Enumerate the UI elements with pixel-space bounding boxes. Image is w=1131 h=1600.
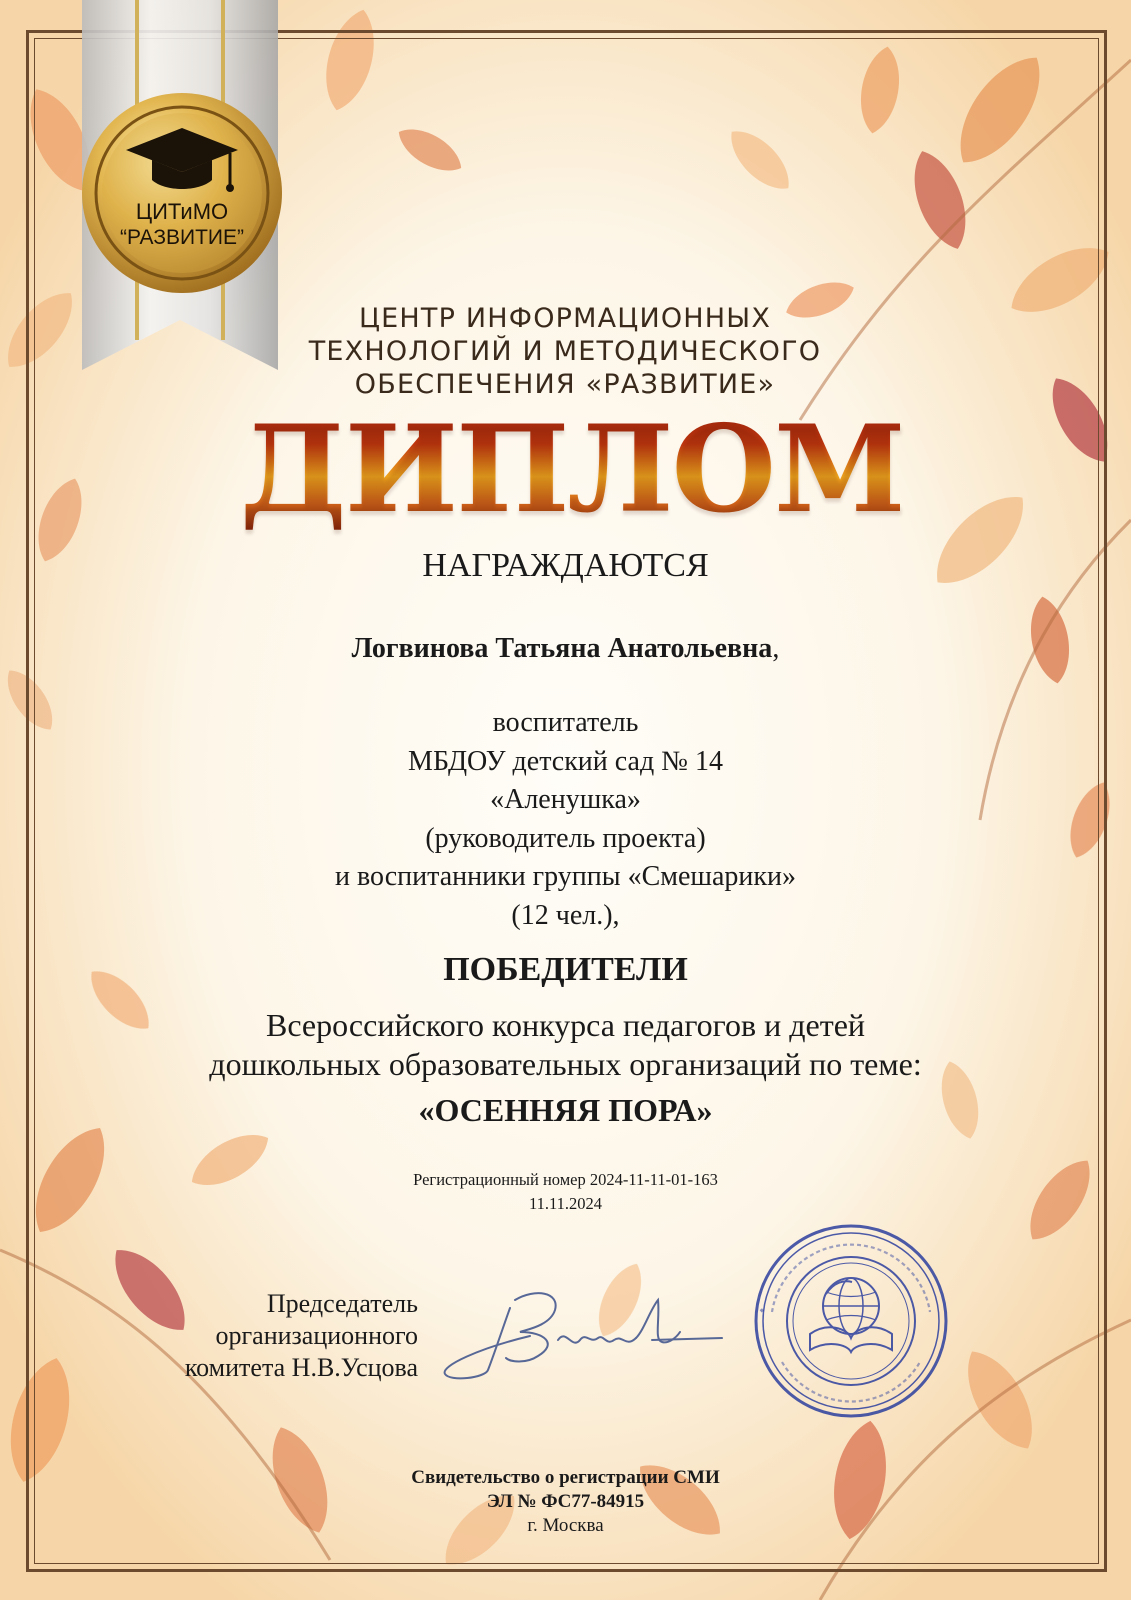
detail-line: «Аленушка» xyxy=(490,784,641,816)
organization-line3: ОБЕСПЕЧЕНИЯ «РАЗВИТИЕ» xyxy=(354,369,776,400)
registration-number: Регистрационный номер 2024-11-11-01-163 xyxy=(413,1170,718,1189)
result-label: ПОБЕДИТЕЛИ xyxy=(443,951,688,988)
contest-theme: «ОСЕННЯЯ ПОРА» xyxy=(418,1092,713,1128)
media-line2: ЭЛ № ФС77-84915 xyxy=(486,1491,645,1512)
detail-line: (12 чел.), xyxy=(511,899,620,931)
medal-text-line2: “РАЗВИТИЕ” xyxy=(119,226,245,249)
chairman-line3: комитета Н.В.Усцова xyxy=(184,1353,418,1382)
media-line3: г. Москва xyxy=(527,1515,604,1536)
recipient-name-punct: , xyxy=(772,633,780,664)
medal-text-line1: ЦИТиМО xyxy=(135,199,229,224)
chairman-line2: организационного xyxy=(215,1321,418,1350)
contest-line1: Всероссийского конкурса педагогов и детей xyxy=(265,1007,866,1043)
recipient-name xyxy=(100,632,1031,666)
chairman-block xyxy=(120,1288,418,1384)
organization-name xyxy=(200,302,930,401)
registration-info xyxy=(100,1168,1031,1216)
organization-line1: ЦЕНТР ИНФОРМАЦИОННЫХ xyxy=(358,303,772,334)
chairman-line1: Председатель xyxy=(266,1289,418,1318)
detail-line: и воспитанники группы «Смешарики» xyxy=(335,861,796,893)
round-stamp xyxy=(752,1222,950,1420)
awarded-label: НАГРАЖДАЮТСЯ xyxy=(422,547,709,584)
organization-line2: ТЕХНОЛОГИЙ И МЕТОДИЧЕСКОГО xyxy=(308,336,822,367)
recipient-name-text: Логвинова Татьяна Анатольевна xyxy=(351,633,773,664)
recipient-details xyxy=(100,704,1031,936)
contest-description xyxy=(100,1006,1031,1084)
signature xyxy=(440,1270,730,1390)
detail-line: воспитатель xyxy=(492,707,639,738)
contest-line2: дошкольных образовательных организаций по теме: xyxy=(209,1046,922,1082)
detail-line: МБДОУ детский сад № 14 xyxy=(408,745,723,777)
registration-date: 11.11.2024 xyxy=(528,1194,603,1213)
detail-line: (руководитель проекта) xyxy=(425,822,706,854)
media-line1: Свидетельство о регистрации СМИ xyxy=(411,1467,720,1488)
diploma-title: ДИПЛОМ xyxy=(240,399,905,540)
media-registration xyxy=(100,1466,1031,1538)
gold-medal-seal xyxy=(80,88,284,298)
